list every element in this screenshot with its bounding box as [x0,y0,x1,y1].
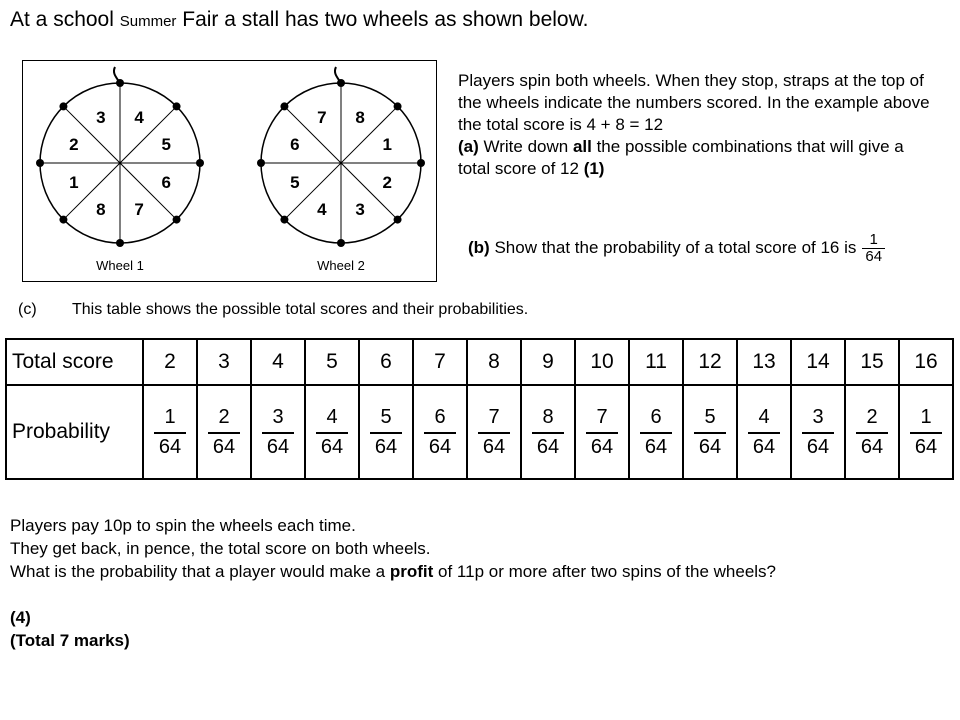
wheel-number: 4 [317,200,327,220]
fraction-denominator: 64 [748,432,780,460]
wheel-number: 1 [382,134,392,154]
wheel-peg [173,102,181,110]
part-b-fraction [862,232,885,265]
total-marks [10,629,950,652]
wheel-peg [36,159,44,167]
wheel-peg [394,102,402,110]
probability-cell [413,385,467,479]
question-c-text [10,514,950,652]
fraction-denominator: 64 [586,432,618,460]
part-b-frac-num: 1 [869,231,878,248]
table-row-total-score [6,339,953,385]
question-title [10,8,588,32]
probability-fraction [316,404,348,460]
probability-cell [899,385,953,479]
part-c-label: (c) [18,301,37,318]
wheel-number: 8 [355,107,365,127]
part-c [18,301,528,319]
wheel-number: 5 [161,134,171,154]
fraction-numerator: 5 [380,406,392,428]
bottom-line-2: They get back, in pence, the total score on both wheels. [10,539,431,558]
probability-fraction [748,404,780,460]
score-cell: 9 [521,339,575,385]
probability-fraction [910,404,942,460]
bottom-line-1: Players pay 10p to spin the wheels each time. [10,516,356,535]
score-cell: 15 [845,339,899,385]
score-cell: 2 [143,339,197,385]
wheel-peg [280,216,288,224]
probability-fraction [532,404,564,460]
fraction-denominator: 64 [694,432,726,460]
fraction-denominator: 64 [262,432,294,460]
probability-fraction [262,404,294,460]
probability-table [5,338,954,480]
part-a-label: (a) [458,137,479,156]
wheel-number: 7 [134,200,144,220]
score-cell: 11 [629,339,683,385]
fraction-denominator: 64 [208,432,240,460]
probability-cell [629,385,683,479]
part-b-label: (b) [468,237,490,257]
wheel-number: 3 [96,107,106,127]
row-header-total-score: Total score [6,339,143,385]
wheel-peg [337,239,345,247]
probability-cell [143,385,197,479]
fraction-numerator: 3 [272,406,284,428]
score-cell: 6 [359,339,413,385]
fraction-numerator: 4 [326,406,338,428]
marks [10,606,950,629]
fraction-denominator: 64 [856,432,888,460]
score-cell: 5 [305,339,359,385]
score-cell: 4 [251,339,305,385]
bottom-question [10,560,950,583]
wheel-number: 2 [69,134,79,154]
fraction-denominator: 64 [640,432,672,460]
probability-fraction [694,404,726,460]
fraction-numerator: 4 [758,406,770,428]
wheel-number: 8 [96,200,106,220]
wheel-peg [59,102,67,110]
probability-cell [845,385,899,479]
fraction-denominator: 64 [910,432,942,460]
score-cell: 12 [683,339,737,385]
wheel-peg [196,159,204,167]
wheel-peg [280,102,288,110]
wheel-number: 6 [290,134,300,154]
fraction-denominator: 64 [154,432,186,460]
fraction-numerator: 1 [164,406,176,428]
title-small-word: Summer [119,13,177,30]
score-cell: 16 [899,339,953,385]
fraction-numerator: 6 [650,406,662,428]
question-pre: What is the probability that a player would make a [10,562,390,581]
part-c-text: This table shows the possible total scores and their probabilities. [72,301,529,318]
probability-fraction [640,404,672,460]
fraction-numerator: 8 [542,406,554,428]
wheel-2 [257,67,425,273]
wheel-peg [394,216,402,224]
probability-fraction [370,404,402,460]
title-post: Fair a stall has two wheels as shown below. [176,8,589,31]
score-cell: 10 [575,339,629,385]
probability-cell [737,385,791,479]
wheel-peg [116,239,124,247]
fraction-numerator: 6 [434,406,446,428]
score-cell: 13 [737,339,791,385]
fraction-denominator: 64 [316,432,348,460]
probability-fraction [424,404,456,460]
fraction-numerator: 2 [218,406,230,428]
total-marks-text: (Total 7 marks) [10,631,130,650]
score-cell: 7 [413,339,467,385]
probability-cell [575,385,629,479]
fraction-denominator: 64 [532,432,564,460]
wheel-1 [36,67,204,273]
probability-fraction [154,404,186,460]
probability-cell [683,385,737,479]
fraction-numerator: 3 [812,406,824,428]
probability-fraction [478,404,510,460]
part-a [458,136,938,180]
fraction-denominator: 64 [370,432,402,460]
part-b-text: Show that the probability of a total score of 16 is [489,237,857,257]
wheel-number: 6 [161,173,171,193]
wheel-number: 2 [382,173,392,193]
part-a-bold: all [572,137,592,156]
instructions [458,70,938,180]
probability-fraction [856,404,888,460]
probability-cell [251,385,305,479]
marks-text: (4) [10,608,31,627]
probability-cell [197,385,251,479]
wheel-number: 4 [134,107,144,127]
fraction-denominator: 64 [424,432,456,460]
score-cell: 8 [467,339,521,385]
fraction-denominator: 64 [802,432,834,460]
wheel-peg [173,216,181,224]
part-a-marks: (1) [583,159,605,178]
wheel-label: Wheel 1 [96,258,144,273]
probability-fraction [586,404,618,460]
probability-cell [791,385,845,479]
score-cell: 14 [791,339,845,385]
part-a-text1: Write down [478,137,573,156]
wheel-number: 3 [355,200,365,220]
wheel-number: 5 [290,173,300,193]
fraction-numerator: 7 [488,406,500,428]
fraction-numerator: 7 [596,406,608,428]
probability-cell [467,385,521,479]
probability-fraction [208,404,240,460]
part-b-frac-den: 64 [862,248,885,265]
probability-cell [305,385,359,479]
wheel-number: 7 [317,107,327,127]
part-a-text2: the possible combinations that will give a total score of 12 [458,137,904,178]
score-cell: 3 [197,339,251,385]
wheel-peg [257,159,265,167]
wheel-peg [59,216,67,224]
probability-cell [359,385,413,479]
fraction-denominator: 64 [478,432,510,460]
probability-fraction [802,404,834,460]
wheel-peg [417,159,425,167]
wheel-number: 1 [69,173,79,193]
fraction-numerator: 1 [920,406,932,428]
table-row-probability [6,385,953,479]
question-bold: profit [389,562,434,581]
wheels-diagram [22,60,437,282]
row-header-probability: Probability [6,385,143,479]
probability-cell [521,385,575,479]
part-b [468,232,948,265]
title-pre: At a school [10,8,120,31]
fraction-numerator: 5 [704,406,716,428]
fraction-numerator: 2 [866,406,878,428]
question-post: of 11p or more after two spins of the wheels? [433,562,777,581]
wheel-label: Wheel 2 [317,258,365,273]
instructions-text: Players spin both wheels. When they stop, straps at the top of the wheels indicate the numbers scored. In the example above the total score is 4 + 8 = 12 [458,71,930,134]
wheels-drawing [23,61,438,283]
